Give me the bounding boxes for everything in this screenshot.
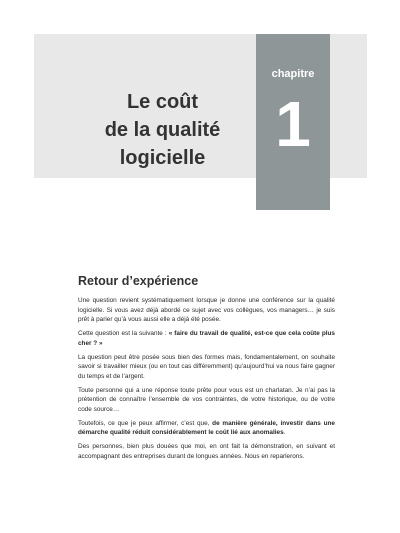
chapter-title-line-1: Le coût	[126, 91, 199, 113]
chapter-label: chapitre	[271, 68, 315, 80]
chapter-title-line-3: logicielle	[119, 147, 206, 169]
paragraph-5	[78, 419, 335, 438]
paragraph-2-emphasis: « faire du travail de qualité, est-ce que cela coûte plus cher ? »	[78, 330, 335, 347]
paragraph-2	[78, 329, 335, 348]
paragraph-5-text: Toutefois, ce que je peux affirmer, c’est que,	[78, 419, 213, 427]
paragraph-1: Une question revient systématiquement lorsque je donne une conférence sur la qualité logicielle. Si vous avez déjà abordé ce sujet avec vos collègues, vos managers… je suis prêt à parier qu’à vous aussi elle a déjà été posée.	[78, 297, 335, 324]
paragraph-5-emphasis: de manière générale, investir dans une démarche qualité réduit considérablement le coût lié aux anomalies	[78, 419, 335, 437]
paragraph-5-end: .	[283, 429, 286, 437]
paragraph-4: Toute personne qui a une réponse toute prête pour vous est un charlatan. Je n’ai pas la prétention de connaître l’ensemble de vos contraintes, de votre historique, ou de votre code source…	[78, 386, 335, 414]
chapter-title	[70, 88, 255, 172]
section-heading: Retour d’expérience	[78, 274, 199, 288]
chapter-box	[256, 34, 330, 210]
paragraph-6: Des personnes, bien plus douées que moi, en ont fait la démonstration, en suivant et accompagnant des entreprises durant de longues années. Nous en reparlerons.	[78, 443, 335, 460]
chapter-number: 1	[275, 88, 311, 160]
paragraph-3: La question peut être posée sous bien des formes mais, fondamentalement, on souhaite savoir si travailler mieux (ou en tout cas différemment) qu’aujourd’hui va nous faire gagner du temps et de l’argent.	[78, 353, 335, 380]
section-content	[78, 274, 335, 466]
chapter-title-line-2: de la qualité	[104, 119, 221, 141]
paragraph-2-text: Cette question est la suivante :	[78, 330, 169, 338]
